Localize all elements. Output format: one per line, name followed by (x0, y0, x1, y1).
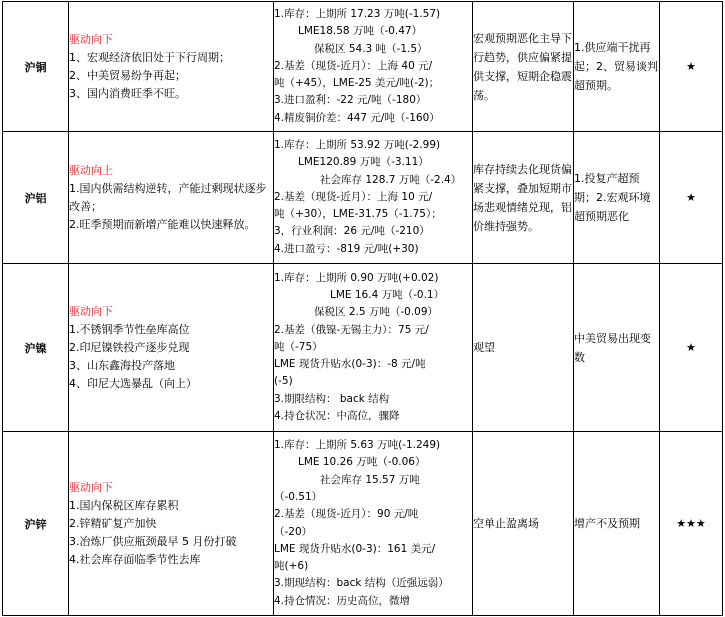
rating-stars: ★ (660, 264, 723, 432)
data-line: 2.基差（现货-近月）：90 元/吨 (274, 508, 419, 521)
metal-name: 沪镍 (3, 264, 69, 432)
risk-cell: 1.供应端干扰再起；2、贸易谈判超预期。 (574, 2, 660, 132)
data-line: LME 16.4 万吨（-0.1） (330, 288, 445, 301)
driver-point: 1.国内保税区库存累积 (69, 498, 179, 512)
driver-point: 4.社会库存面临季节性去库 (69, 552, 201, 566)
data-line: 保税区 2.5 万吨（-0.09） (314, 306, 439, 319)
data-line: （-0.51） (274, 490, 323, 503)
data-line: 吨（+30），LME-31.75（-1.75）； (274, 208, 442, 221)
driver-cell (69, 132, 274, 264)
data-line: 4.精废铜价差：447 元/吨（-160） (274, 111, 440, 124)
driver-title: 驱动向下 (69, 480, 113, 494)
data-line: 2.基差（现货-近月）：上海 10 元/ (274, 190, 433, 203)
driver-point: 1.不锈钢季节性垒库高位 (69, 322, 190, 336)
data-line: 保税区 54.3 吨（-1.5） (314, 42, 428, 55)
rating-stars: ★ (660, 132, 723, 264)
driver-point: 4、印尼大选暴乱（向上） (69, 376, 197, 390)
data-line: LME 现货升贴水(0-3)：-8 元/吨 (274, 358, 426, 371)
view-cell: 宏观预期恶化主导下行趋势，供应偏紧提供支撑，短期企稳震荡。 (473, 2, 574, 132)
table-row-zinc (3, 432, 723, 616)
data-cell (274, 132, 473, 264)
rating-stars: ★ (660, 2, 723, 132)
data-cell (274, 2, 473, 132)
driver-point: 1.国内供需结构逆转，产能过剩现状逐步改善； (69, 181, 267, 213)
driver-point: 1、宏观经济依旧处于下行周期； (69, 50, 230, 64)
data-line: 社会库存 128.7 万吨（-2.4） (320, 173, 462, 186)
rating-stars: ★★★ (660, 432, 723, 616)
data-line: LME120.89 万吨（-3.11） (298, 156, 429, 169)
data-line: 4.持仓状况：中高位，骤降 (274, 410, 400, 423)
driver-point: 3、山东鑫海投产落地 (69, 358, 175, 372)
table-row-nickel (3, 264, 723, 432)
driver-title: 驱动向下 (69, 304, 113, 318)
driver-point: 2、中美贸易纷争再起； (69, 68, 186, 82)
risk-cell: 1.投复产超预期；2.宏观环境超预期恶化 (574, 132, 660, 264)
view-cell: 库存持续去化现货偏紧支撑，叠加短期市场悲观情绪兑现，铝价维持强势。 (473, 132, 574, 264)
view-cell: 观望 (473, 264, 574, 432)
view-cell: 空单止盈离场 (473, 432, 574, 616)
data-line: (-5) (274, 375, 293, 388)
data-line: 3.进口盈利：-22 元/吨（-180） (274, 94, 427, 107)
driver-point: 3.冶炼厂供应瓶颈最早 5 月份打破 (69, 534, 237, 548)
driver-title: 驱动向上 (69, 163, 113, 177)
data-line: LME18.58 万吨（-0.47） (298, 25, 423, 38)
table-row-aluminium (3, 132, 723, 264)
market-analysis-table (2, 1, 723, 616)
driver-point: 2.旺季预期而新增产能难以快速释放。 (69, 217, 256, 231)
metal-name: 沪锌 (3, 432, 69, 616)
data-line: 3.期限结构： back 结构 (274, 392, 390, 405)
data-line: 3，行业利润：26 元/吨（-210） (274, 225, 430, 238)
driver-cell (69, 264, 274, 432)
data-line: 吨（+45），LME-25 美元/吨(-2)； (274, 77, 440, 90)
data-line: 社会库存 15.57 万吨 (320, 473, 420, 486)
data-cell (274, 432, 473, 616)
driver-point: 3、国内消费旺季不旺。 (69, 86, 186, 100)
data-line: 2.基差（俄镍-无锡主力）：75 元/ (274, 323, 429, 336)
data-line: 4.进口盈亏：-819 元/吨(+30) (274, 242, 419, 255)
driver-cell (69, 432, 274, 616)
data-line: 3.期现结构：back 结构（近强远弱） (274, 577, 449, 590)
driver-point: 2.锌精矿复产加快 (69, 516, 157, 530)
data-line: 吨（-75） (274, 340, 323, 353)
data-cell (274, 264, 473, 432)
data-line: 1.库存：上期所 17.23 万吨(-1.57) (274, 7, 441, 20)
table-row-copper (3, 2, 723, 132)
driver-point: 2.印尼镍铁投产逐步兑现 (69, 340, 190, 354)
driver-title: 驱动向下 (69, 32, 113, 46)
metal-name: 沪铜 (3, 2, 69, 132)
data-line: 4.持仓情况：历史高位，微增 (274, 594, 411, 607)
driver-cell (69, 2, 274, 132)
data-line: 1.库存：上期所 53.92 万吨(-2.99) (274, 138, 441, 151)
data-line: LME 现货升贴水(0-3)：161 美元/ (274, 542, 436, 555)
data-line: 吨(+6) (274, 560, 309, 573)
data-line: 1.库存：上期所 5.63 万吨(-1.249) (274, 439, 441, 452)
metal-name: 沪铝 (3, 132, 69, 264)
data-line: 1.库存：上期所 0.90 万吨(+0.02) (274, 271, 439, 284)
data-line: 2.基差（现货-近月）：上海 40 元/ (274, 59, 433, 72)
risk-cell: 中美贸易出现变数 (574, 264, 660, 432)
risk-cell: 增产不及预期 (574, 432, 660, 616)
data-line: （-20） (274, 525, 313, 538)
data-line: LME 10.26 万吨（-0.06） (298, 456, 426, 469)
